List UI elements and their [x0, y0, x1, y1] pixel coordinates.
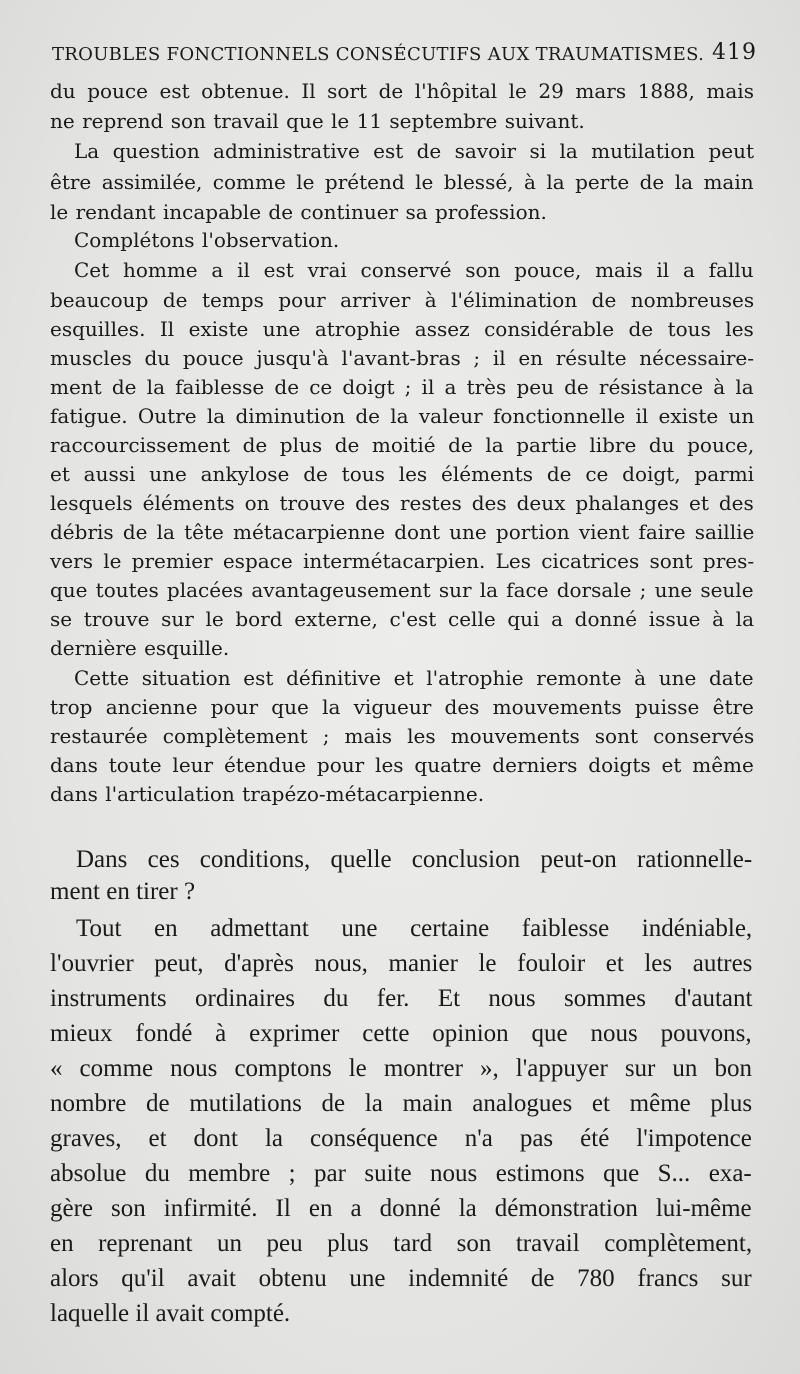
running-title: TROUBLES FONCTIONNELS CONSÉCUTIFS AUX TRAUMATISMES.: [52, 44, 705, 65]
text-line: raccourcissement de plus de moitié de la partie libre du pouce,: [50, 433, 755, 457]
page-header: [52, 40, 757, 70]
text-line: ne reprend son travail que le 11 septembre suivant.: [50, 109, 585, 133]
text-line: laquelle il avait compté.: [50, 1300, 291, 1327]
page-number: 419: [712, 40, 757, 65]
text-line: esquilles. Il existe une atrophie assez considérable de tous les: [50, 317, 754, 341]
text-line: trop ancienne pour que la vigueur des mouvements puisse être: [50, 695, 754, 719]
text-line: fatigue. Outre la diminution de la valeur fonctionnelle il existe un: [50, 404, 755, 428]
text-line: débris de la tête métacarpienne dont une portion vient faire saillie: [50, 520, 755, 544]
text-line: mieux fondé à exprimer cette opinion que nous pouvons,: [50, 1020, 752, 1047]
paragraph-first-line: Tout en admettant une certaine faiblesse indéniable,: [76, 915, 753, 942]
text-line: ment de la faiblesse de ce doigt ; il a très peu de résistance à la: [50, 375, 754, 399]
text-line: lesquels éléments on trouve des restes des deux phalanges et des: [50, 491, 754, 515]
text-line: beaucoup de temps pour arriver à l'élimination de nombreuses: [50, 288, 755, 312]
text-line: l'ouvrier peut, d'après nous, manier le fouloir et les autres: [50, 950, 753, 977]
text-line: restaurée complètement ; mais les mouvements sont conservés: [50, 724, 755, 748]
text-line: en reprenant un peu plus tard son travail complètement,: [50, 1230, 753, 1257]
paragraph-first-line: Complétons l'observation.: [74, 228, 340, 252]
paragraph-first-line: Cette situation est définitive et l'atrophie remonte à une date: [74, 666, 754, 690]
text-line: dans toute leur étendue pour les quatre derniers doigts et même: [50, 753, 754, 777]
text-line: graves, et dont la conséquence n'a pas été l'impotence: [50, 1125, 752, 1152]
text-line: absolue du membre ; par suite nous estimons que S... exa-: [50, 1160, 752, 1187]
paragraph-first-line: Dans ces conditions, quelle conclusion peut-on rationnelle-: [76, 846, 753, 873]
text-line: que toutes placées avantageusement sur la face dorsale ; une seule: [50, 578, 754, 602]
text-line: être assimilée, comme le prétend le blessé, à la perte de la main: [50, 170, 754, 194]
paragraph-first-line: La question administrative est de savoir si la mutilation peut: [74, 139, 755, 163]
text-line: muscles du pouce jusqu'à l'avant-bras ; il en résulte nécessaire-: [50, 346, 755, 370]
text-line: dernière esquille.: [50, 636, 230, 660]
text-line: du pouce est obtenue. Il sort de l'hôpital le 29 mars 1888, mais: [50, 79, 754, 103]
text-line: dans l'articulation trapézo-métacarpienne.: [50, 782, 485, 806]
text-line: le rendant incapable de continuer sa profession.: [50, 200, 547, 224]
text-line: alors qu'il avait obtenu une indemnité de 780 francs sur: [50, 1265, 752, 1292]
text-line: gère son infirmité. Il en a donné la démonstration lui-même: [50, 1195, 752, 1222]
text-line: ment en tirer ?: [50, 878, 196, 905]
text-line: et aussi une ankylose de tous les éléments de ce doigt, parmi: [50, 462, 755, 486]
text-line: vers le premier espace intermétacarpien. Les cicatrices sont pres-: [50, 549, 755, 573]
text-line: « comme nous comptons le montrer », l'appuyer sur un bon: [50, 1055, 752, 1082]
text-line: instruments ordinaires du fer. Et nous sommes d'autant: [50, 985, 753, 1012]
text-line: nombre de mutilations de la main analogues et même plus: [50, 1090, 753, 1117]
paragraph-first-line: Cet homme a il est vrai conservé son pouce, mais il a fallu: [74, 258, 754, 282]
text-line: se trouve sur le bord externe, c'est celle qui a donné issue à la: [50, 607, 754, 631]
